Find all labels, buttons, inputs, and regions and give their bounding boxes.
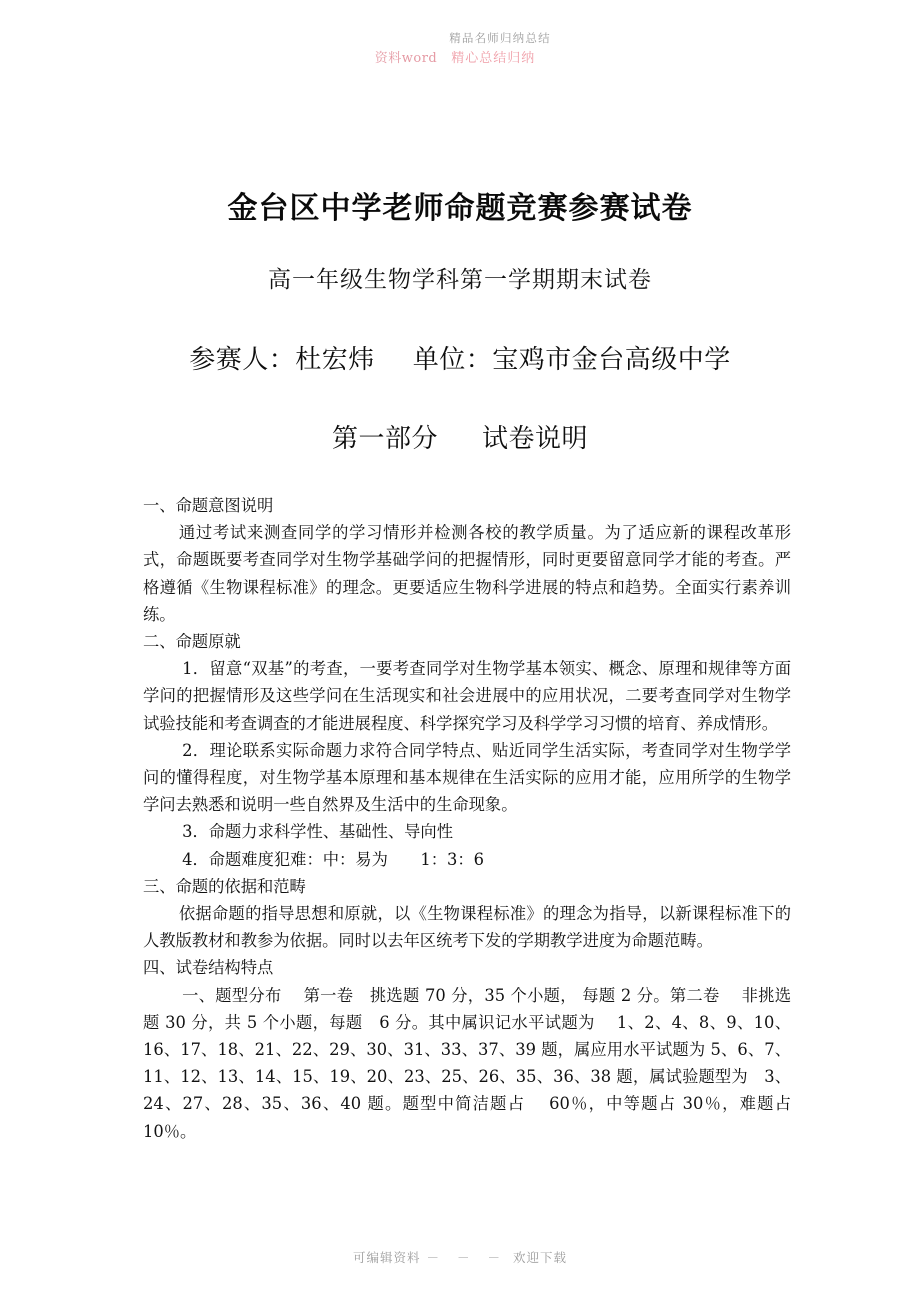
section-2-item-4: 4．命题难度犯难：中：易为 1：3：6 bbox=[182, 849, 485, 869]
footer-left-text: 可编辑资料 bbox=[353, 1250, 421, 1265]
part-name: 试卷说明 bbox=[482, 424, 589, 454]
watermark-red-prefix: 资料word bbox=[374, 51, 438, 66]
footer-right-text: 欢迎下载 bbox=[512, 1250, 567, 1265]
section-2-item-2: 2．理论联系实际命题力求符合同学特点、贴近同学生活实际，考查同学对生物学学问的懂得程度，对生物学基本原理和基本规律在生活实际的应用才能，应用所学的生物学学问去熟悉和说明一些自然界及生活中的生命现象。 bbox=[143, 740, 791, 815]
section-4-body: 一、题型分布 第一卷 挑选题 70 分，35 个小题， 每题 2 分。第二卷 非挑选题 30 分，共 5 个小题，每题 6 分。其中属识记水平试题为 1、2、4、8、9、10、16、17、18、21、22、29、30、31、33、37、39 题，属应用水平试题为 5、6、7、11、12、13、14、15、19、20、23、25、26、35、36、38 题，属试验题型为 3、24、27、28、35、36、40 题。题型中简洁题占 60％，中等题占 30％，难题占 10％。 bbox=[143, 985, 808, 1141]
section-4-heading: 四、试卷结构特点 bbox=[143, 958, 274, 978]
section-2-item-1: 1．留意“双基”的考查，一要考查同学对生物学基本领实、概念、原理和规律等方面学问的把握情形及这些学问在生活现实和社会进展中的应用状况，二要考查同学对生物学试验技能和考查调查的才能进展程度、科学探究学习及科学学习习惯的培育、养成情形。 bbox=[143, 659, 791, 733]
section-2-heading: 二、命题原就 bbox=[143, 632, 241, 652]
page-footer bbox=[0, 1248, 920, 1266]
author-and-unit-line bbox=[0, 339, 920, 376]
section-3-body: 依据命题的指导思想和原就，以《生物课程标准》的理念为指导，以新课程标准下的人教版教材和教参为依据。同时以去年区统考下发的学期教学进度为命题范畴。 bbox=[143, 904, 791, 951]
section-3-heading: 三、命题的依据和范畴 bbox=[143, 876, 306, 896]
footer-dashes: － － － bbox=[426, 1250, 507, 1265]
author-label: 参赛人：杜宏炜 bbox=[189, 345, 375, 375]
unit-label: 单位：宝鸡市金台高级中学 bbox=[412, 345, 731, 375]
page-title: 金台区中学老师命题竞赛参赛试卷 bbox=[227, 191, 693, 226]
part-label: 第一部分 bbox=[331, 424, 438, 454]
page-subtitle: 高一年级生物学科第一学期期末试卷 bbox=[268, 267, 652, 293]
section-1-heading: 一、命题意图说明 bbox=[143, 496, 274, 515]
watermark-header bbox=[0, 26, 920, 86]
section-1-body: 通过考试来测查同学的学习情形并检测各校的教学质量。为了适应新的课程改革形式，命题既要考查同学对生物学基础学问的把握情形，同时更要留意同学才能的考查。严格遵循《生物课程标准》的理念。更要适应生物科学进展的特点和趋势。全面实行素养训练。 bbox=[143, 523, 791, 624]
section-2-item-3: 3．命题力求科学性、基础性、导向性 bbox=[182, 822, 453, 842]
watermark-red-text bbox=[0, 47, 915, 66]
part-heading bbox=[0, 418, 920, 455]
watermark-red-suffix: 精心总结归纳 bbox=[451, 51, 536, 66]
document-body bbox=[143, 492, 808, 1145]
watermark-grey-text: 精品名师归纳总结 bbox=[449, 31, 551, 45]
